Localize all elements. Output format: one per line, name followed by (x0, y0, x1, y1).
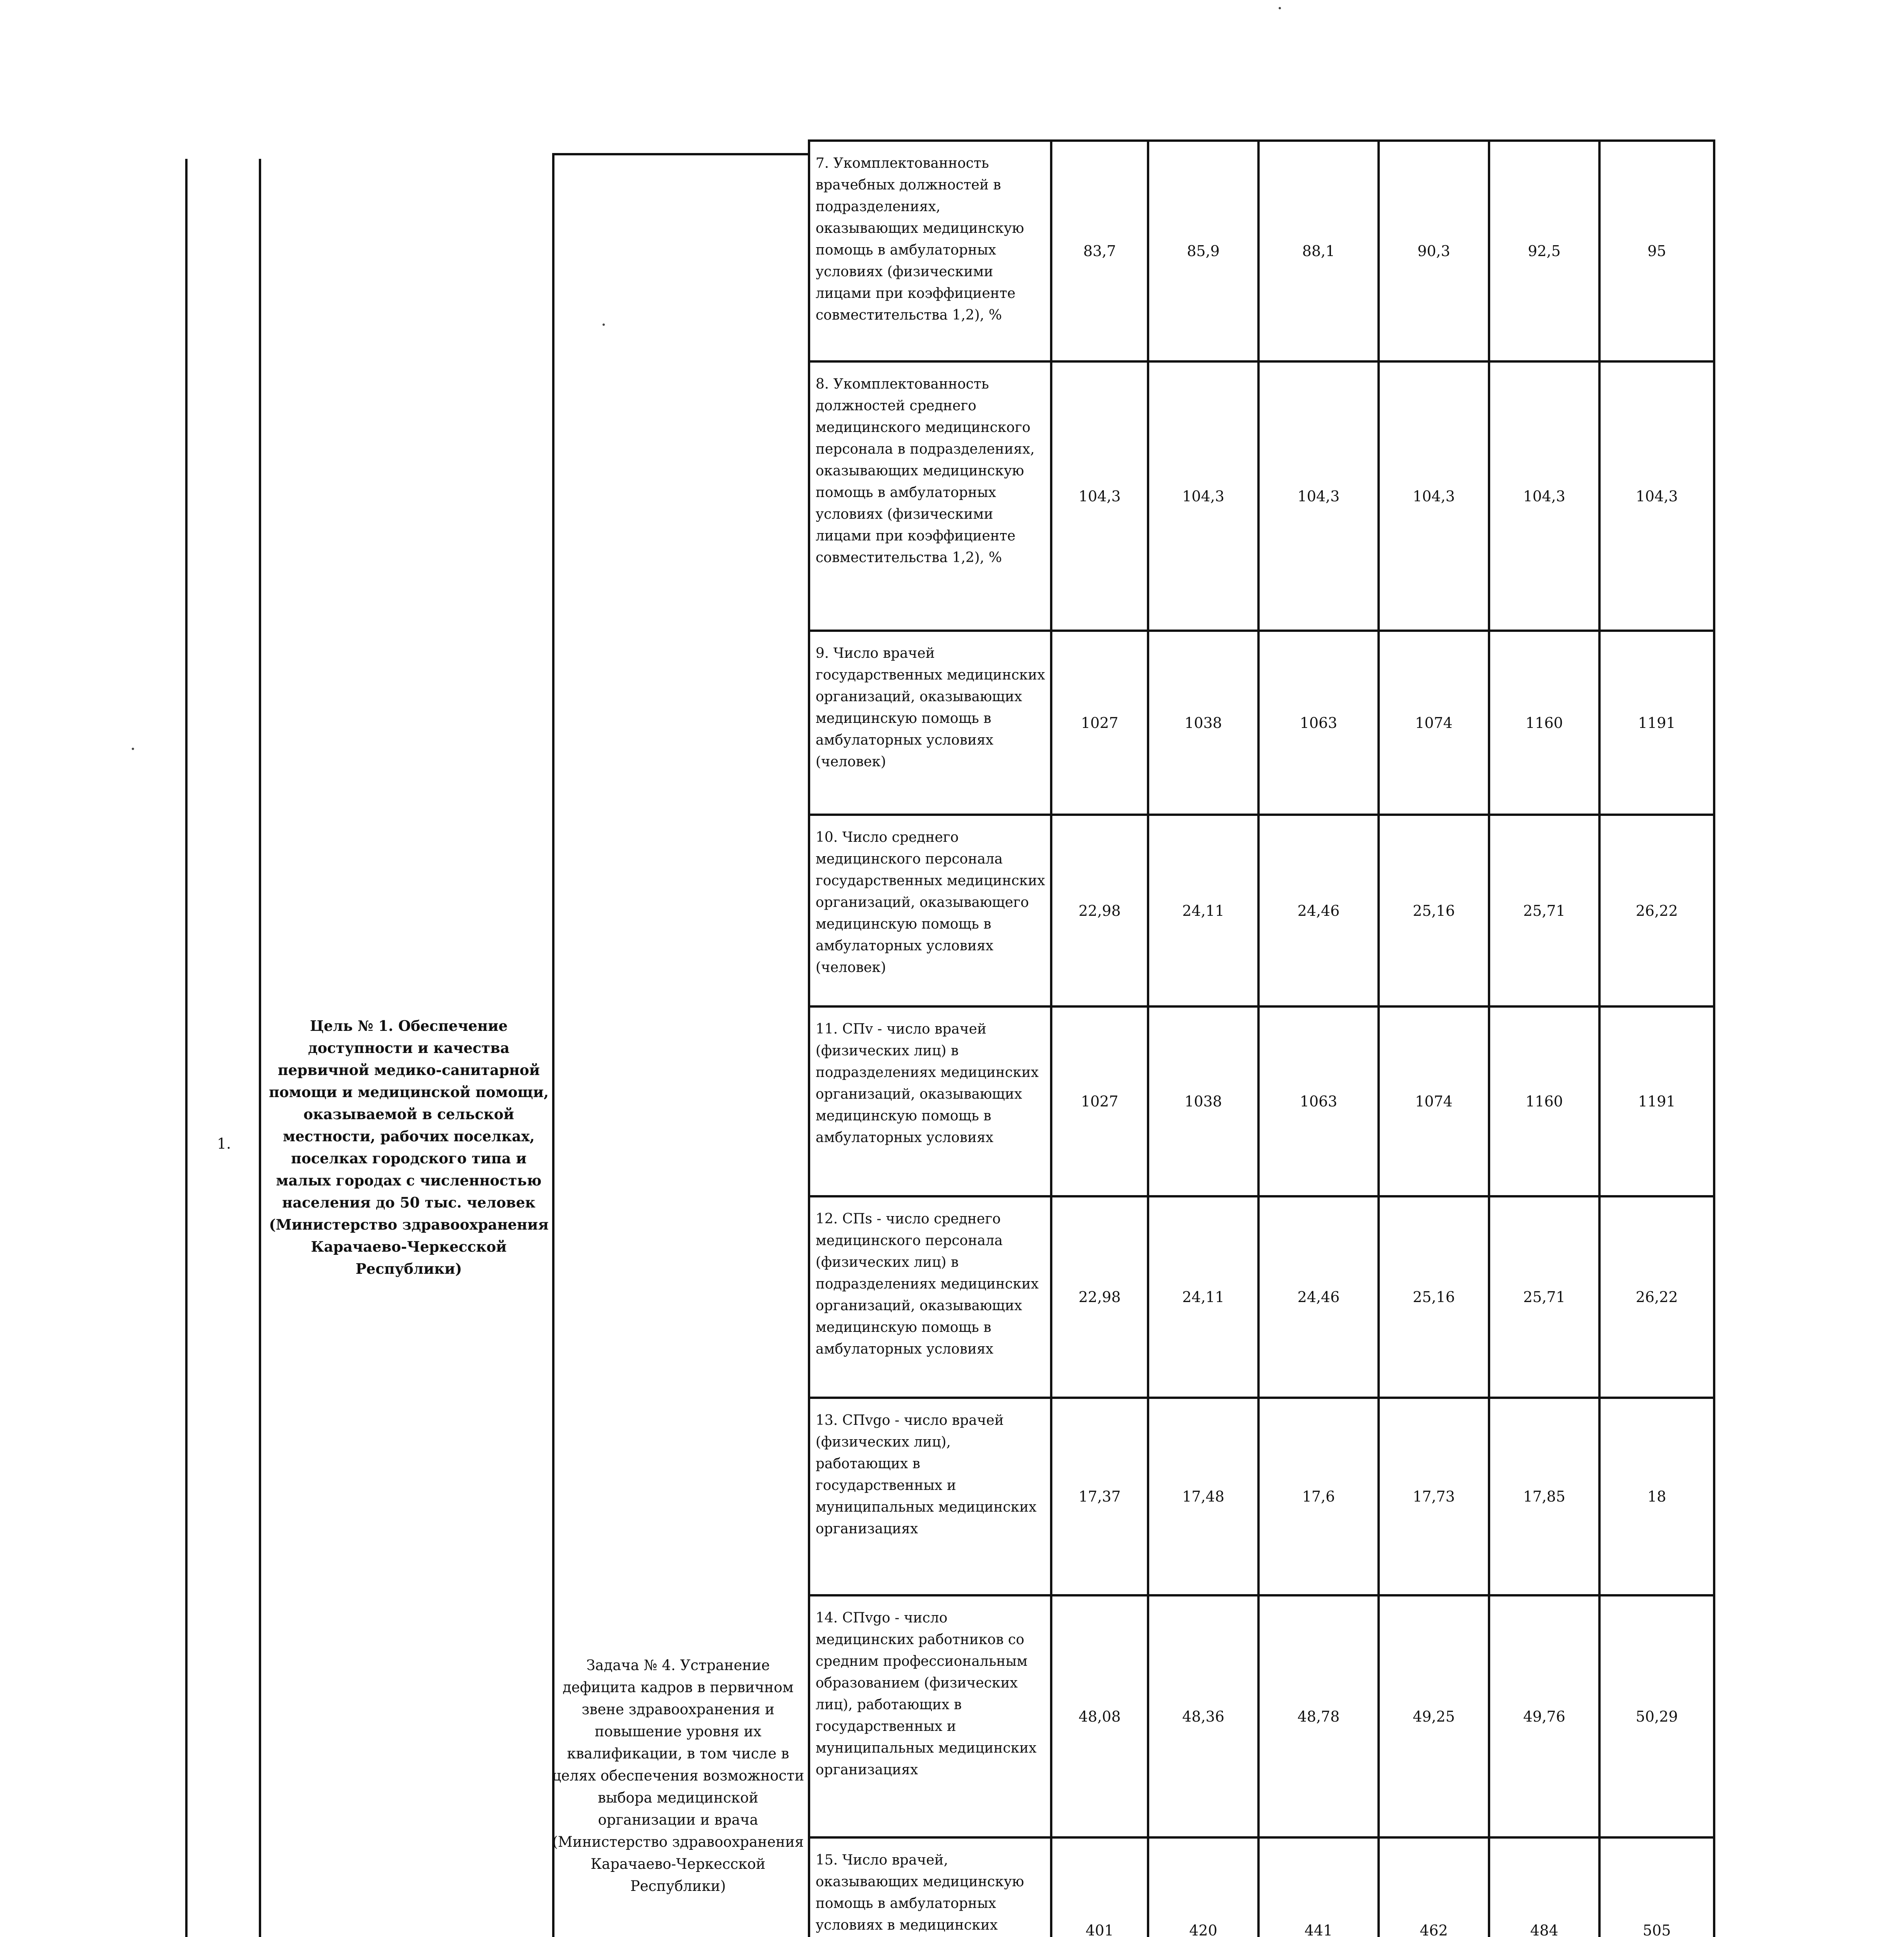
indicator-name: 12. CПs - число среднего медицинского персонала (физических лиц) в подразделениях медицинских организаций, оказывающих медицинскую помощь в амбулаторных условиях (809, 1196, 1051, 1398)
indicator-value: 17,48 (1148, 1398, 1258, 1595)
indicator-value: 90,3 (1379, 141, 1489, 361)
indicator-value: 25,71 (1489, 815, 1599, 1006)
indicator-value: 88,1 (1258, 141, 1379, 361)
indicator-value: 1160 (1489, 631, 1599, 815)
indicator-value: 18 (1599, 1398, 1714, 1595)
indicator-value: 104,3 (1051, 361, 1148, 631)
goal-text: Цель № 1. Обеспечение доступности и качества первичной медико-санитарной помощи и медицинской помощи, оказываемой в сельской местности, рабочих поселках, поселках городского типа и малых городах с численностью населения до 50 тыс. человек (Министерство здравоохранения Карачаево-Черкесской Республики) (269, 1017, 549, 1277)
indicator-value: 505 (1599, 1837, 1714, 1937)
indicator-value: 1063 (1258, 1006, 1379, 1196)
indicator-value: 17,85 (1489, 1398, 1599, 1595)
indicator-value: 1191 (1599, 631, 1714, 815)
indicator-value: 24,46 (1258, 815, 1379, 1006)
indicator-value: 104,3 (1148, 361, 1258, 631)
border-line (552, 153, 808, 155)
table-row (809, 1398, 1714, 1595)
indicator-value: 1027 (1051, 1006, 1148, 1196)
indicator-value: 26,22 (1599, 1196, 1714, 1398)
indicator-value: 1074 (1379, 631, 1489, 815)
row-number: 1. (217, 1135, 231, 1152)
indicator-value: 17,73 (1379, 1398, 1489, 1595)
indicator-value: 1027 (1051, 631, 1148, 815)
scan-speck (603, 323, 605, 326)
task-text: Задача № 4. Устранение дефицита кадров в первичном звене здравоохранения и повышение уровня их квалификации, в том числе в целях обеспечения возможности выбора медицинской организации и врача (Министерство здравоохранения Карачаево-Черкесской Республики) (552, 1657, 804, 1894)
indicator-value: 420 (1148, 1837, 1258, 1937)
table-row (809, 815, 1714, 1006)
table-row (809, 141, 1714, 361)
indicator-name: 10. Число среднего медицинского персонала государственных медицинских организаций, оказывающего медицинскую помощь в амбулаторных условиях (человек) (809, 815, 1051, 1006)
indicator-value: 441 (1258, 1837, 1379, 1937)
indicator-value: 95 (1599, 141, 1714, 361)
indicator-value: 48,78 (1258, 1595, 1379, 1837)
border-line (185, 159, 188, 1937)
indicator-value: 104,3 (1489, 361, 1599, 631)
indicator-value: 1038 (1148, 631, 1258, 815)
scan-speck (1279, 7, 1281, 9)
indicator-table (808, 139, 1715, 1937)
indicator-value: 85,9 (1148, 141, 1258, 361)
indicator-value: 24,11 (1148, 1196, 1258, 1398)
indicator-value: 49,25 (1379, 1595, 1489, 1837)
indicator-value: 484 (1489, 1837, 1599, 1937)
indicator-value: 48,08 (1051, 1595, 1148, 1837)
indicator-name: 15. Число врачей, оказывающих медицинскую помощь в амбулаторных условиях в медицинских (809, 1837, 1051, 1937)
table-row (809, 1196, 1714, 1398)
indicator-value: 401 (1051, 1837, 1148, 1937)
indicator-value: 48,36 (1148, 1595, 1258, 1837)
indicator-value: 104,3 (1599, 361, 1714, 631)
indicator-value: 462 (1379, 1837, 1489, 1937)
table-row (809, 1595, 1714, 1837)
border-line (259, 159, 261, 1937)
indicator-value: 24,11 (1148, 815, 1258, 1006)
table-row (809, 1006, 1714, 1196)
table-row (809, 1837, 1714, 1937)
indicator-value: 25,16 (1379, 1196, 1489, 1398)
indicator-value: 1038 (1148, 1006, 1258, 1196)
indicator-value: 104,3 (1258, 361, 1379, 631)
indicator-value: 1160 (1489, 1006, 1599, 1196)
indicator-value: 24,46 (1258, 1196, 1379, 1398)
indicator-value: 1191 (1599, 1006, 1714, 1196)
indicator-value: 92,5 (1489, 141, 1599, 361)
indicator-name: 13. CПvgo - число врачей (физических лиц), работающих в государственных и муниципальных медицинских организациях (809, 1398, 1051, 1595)
indicator-name: 7. Укомплектованность врачебных должностей в подразделениях, оказывающих медицинскую помощь в амбулаторных условиях (физическими лицами при коэффициенте совместительства 1,2), % (809, 141, 1051, 361)
indicator-value: 1063 (1258, 631, 1379, 815)
indicator-value: 1074 (1379, 1006, 1489, 1196)
indicator-name: 9. Число врачей государственных медицинских организаций, оказывающих медицинскую помощь в амбулаторных условиях (человек) (809, 631, 1051, 815)
indicator-name: 8. Укомплектованность должностей среднего медицинского медицинского персонала в подразделениях, оказывающих медицинскую помощь в амбулаторных условиях (физическими лицами при коэффициенте совместительства 1,2), % (809, 361, 1051, 631)
table-row (809, 631, 1714, 815)
indicator-value: 50,29 (1599, 1595, 1714, 1837)
scan-speck (132, 748, 134, 750)
indicator-value: 104,3 (1379, 361, 1489, 631)
indicator-value: 17,6 (1258, 1398, 1379, 1595)
indicator-value: 25,16 (1379, 815, 1489, 1006)
indicator-value: 49,76 (1489, 1595, 1599, 1837)
indicator-name: 11. CПv - число врачей (физических лиц) в подразделениях медицинских организаций, оказывающих медицинскую помощь в амбулаторных условиях (809, 1006, 1051, 1196)
indicator-value: 26,22 (1599, 815, 1714, 1006)
indicator-value: 25,71 (1489, 1196, 1599, 1398)
indicator-value: 22,98 (1051, 815, 1148, 1006)
indicator-value: 83,7 (1051, 141, 1148, 361)
indicator-name: 14. CПvgo - число медицинских работников со средним профессиональным образованием (физических лиц), работающих в государственных и муниципальных медицинских организациях (809, 1595, 1051, 1837)
indicator-value: 22,98 (1051, 1196, 1148, 1398)
indicator-value: 17,37 (1051, 1398, 1148, 1595)
table-row (809, 361, 1714, 631)
